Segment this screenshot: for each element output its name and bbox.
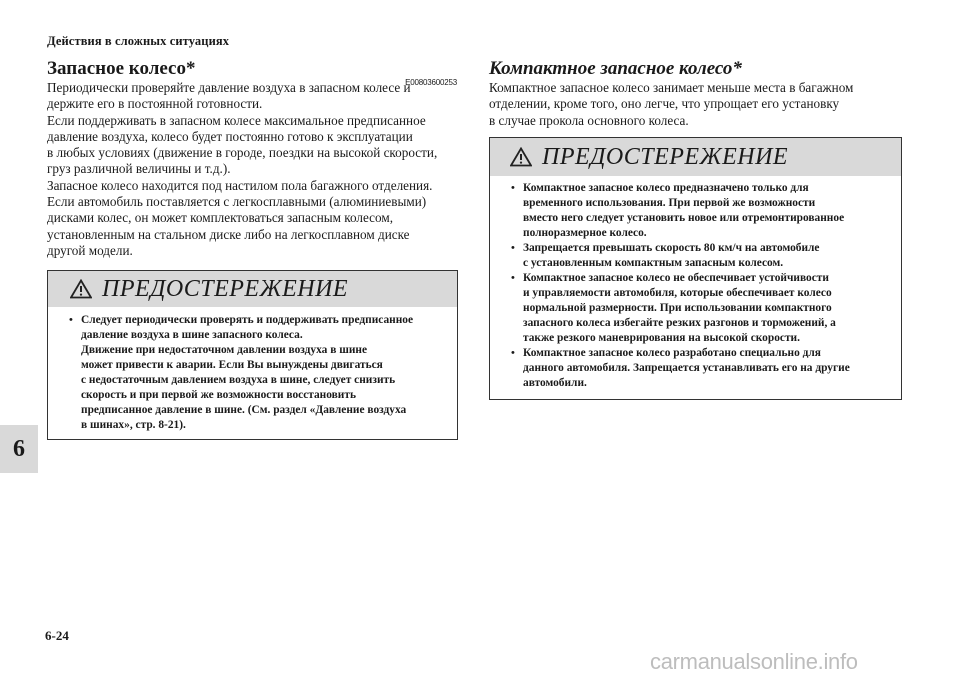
bullet: • xyxy=(511,182,515,194)
body-line: Если поддерживать в запасном колесе максимальное предписанное xyxy=(47,112,426,128)
section-body xyxy=(47,80,457,259)
section-title xyxy=(47,58,457,87)
warning-item xyxy=(490,181,901,241)
body-line: дисками колес, он может комплектоваться запасным колесом, xyxy=(47,210,394,226)
warning-line: временного использования. При первой же возможности xyxy=(523,197,816,209)
body-line: Если автомобиль поставляется с легкосплавными (алюминиевыми) xyxy=(47,194,427,210)
warning-item xyxy=(48,313,457,433)
warning-list xyxy=(490,181,901,391)
warning-line: с недостаточным давлением воздуха в шине, следует снизить xyxy=(81,374,396,386)
warning-line: в шинах», стр. 8-21). xyxy=(81,419,186,431)
section-title xyxy=(489,58,905,80)
body-line: давление воздуха, колесо будет постоянно готово к эксплуатации xyxy=(47,128,413,144)
body-line: Компактное запасное колесо занимает меньше места в багажном xyxy=(489,80,854,95)
body-line: Запасное колесо находится под настилом пола багажного отделения. xyxy=(47,177,433,193)
chapter-number: 6 xyxy=(13,435,25,462)
warning-line: предписанное давление в шине. (См. раздел «Давление воздуха xyxy=(81,404,407,416)
warning-item xyxy=(490,346,901,391)
warning-line: Компактное запасное колесо не обеспечивает устойчивости xyxy=(523,272,829,284)
chapter-tab xyxy=(0,425,38,473)
section-code: E00803600253 xyxy=(405,78,457,87)
body-line: в случае прокола основного колеса. xyxy=(489,112,689,128)
bullet: • xyxy=(69,314,73,326)
warning-box xyxy=(47,270,458,440)
body-line: отделении, кроме того, оно легче, что упрощает его установку xyxy=(489,96,840,112)
warning-header xyxy=(490,138,901,176)
warning-line: запасного колеса избегайте резких разгонов и торможений, а xyxy=(523,317,836,329)
warning-title: ПРЕДОСТЕРЕЖЕНИЕ xyxy=(542,143,789,170)
warning-line: также резкого маневрирования на высокой скорости. xyxy=(523,332,800,344)
warning-line: и управляемости автомобиля, которые обеспечивает колесо xyxy=(523,287,832,299)
spare-wheel-section xyxy=(47,58,457,259)
page-number: 6-24 xyxy=(45,628,69,643)
warning-item xyxy=(490,241,901,271)
body-line: в любых условиях (движение в городе, поездки на высокой скорости, xyxy=(47,145,438,161)
compact-spare-section xyxy=(489,58,905,129)
section-title-text: Компактное запасное колесо* xyxy=(489,58,742,79)
warning-line: нормальной размерности. При использовании компактного xyxy=(523,302,832,314)
body-line: Периодически проверяйте давление воздуха в запасном колесе и xyxy=(47,80,411,95)
warning-line: давление воздуха в шине запасного колеса. xyxy=(81,329,303,341)
warning-triangle-icon xyxy=(70,279,92,299)
warning-line: Компактное запасное колесо разработано специально для xyxy=(523,347,821,359)
body-line: другой модели. xyxy=(47,242,133,258)
body-line: держите его в постоянной готовности. xyxy=(47,96,263,112)
bullet: • xyxy=(511,347,515,359)
warning-line: автомобили. xyxy=(523,377,587,389)
warning-line: данного автомобиля. Запрещается устанавливать его на другие xyxy=(523,362,850,374)
warning-line: Компактное запасное колесо предназначено только для xyxy=(523,182,809,194)
bullet: • xyxy=(511,242,515,254)
warning-box xyxy=(489,137,902,400)
section-body xyxy=(489,80,905,129)
warning-header xyxy=(48,271,457,307)
bullet: • xyxy=(511,272,515,284)
warning-line: с установленным компактным запасным колесом. xyxy=(523,257,784,269)
warning-line: Запрещается превышать скорость 80 км/ч на автомобиле xyxy=(523,242,820,254)
warning-triangle-icon xyxy=(510,147,532,167)
warning-item xyxy=(490,271,901,346)
warning-line: может привести к аварии. Если Вы вынуждены двигаться xyxy=(81,359,383,371)
warning-line: скорость и при первой же возможности восстановить xyxy=(81,389,356,401)
body-line: груз различной величины и т.д.). xyxy=(47,161,231,177)
warning-line: вместо него следует установить новое или отремонтированное xyxy=(523,212,845,224)
running-header: Действия в сложных ситуациях xyxy=(47,34,230,48)
watermark: carmanualsonline.info xyxy=(650,649,858,674)
warning-line: Движение при недостаточном давлении воздуха в шине xyxy=(81,344,368,356)
warning-list xyxy=(48,313,457,433)
warning-line: Следует периодически проверять и поддерживать предписанное xyxy=(81,314,414,326)
body-line: установленным на стальном диске либо на легкосплавном диске xyxy=(47,226,410,242)
warning-title: ПРЕДОСТЕРЕЖЕНИЕ xyxy=(102,275,349,302)
section-title-text: Запасное колесо* xyxy=(47,58,196,79)
warning-line: полноразмерное колесо. xyxy=(523,227,647,239)
